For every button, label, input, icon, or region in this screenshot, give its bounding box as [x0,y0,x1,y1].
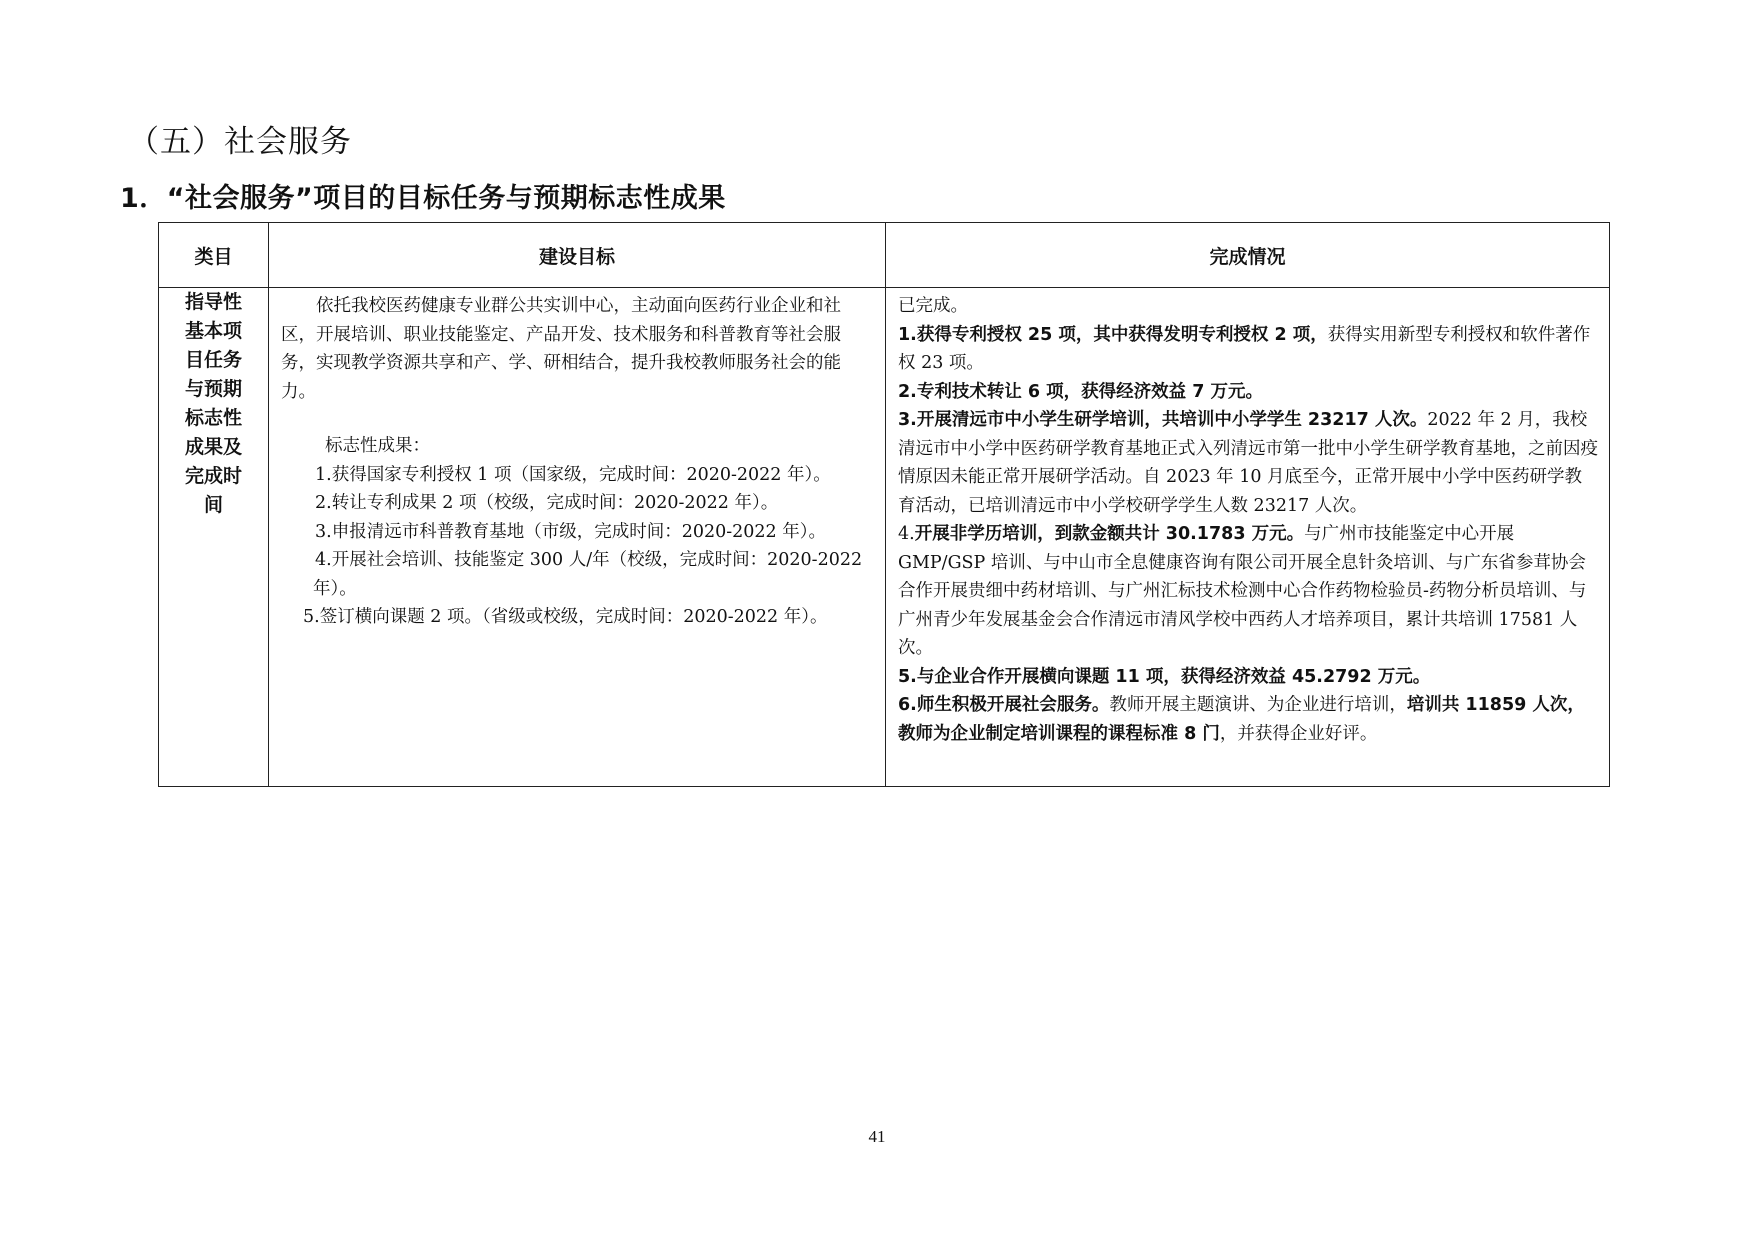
completion-number: 4. [898,524,915,544]
completion-status: 已完成。 [898,296,968,316]
section-title: （五）社会服务 [128,124,352,160]
table-row [159,288,1610,787]
goal-item: 5.签订横向课题 2 项。（省级或校级，完成时间：2020-2022 年）。 [303,607,828,627]
goal-item: 4.开展社会培训、技能鉴定 300 人/年（校级，完成时间：2020-2022 年）。 [313,550,863,599]
targets-table [158,222,1610,787]
completion-text: 获得实用新型专利授权和软件著作权 23 项。 [898,324,1591,373]
header-category: 类目 [159,223,269,288]
category-line: 目任务 [184,349,242,371]
completion-text: 教师开展主题演讲、为企业进行培训， [1109,695,1407,715]
completion-bold: 6.师生积极开展社会服务。 [898,695,1110,715]
completion-bold: 2.专利技术转让 6 项，获得经济效益 7 万元。 [898,381,1264,402]
goal-item: 2.转让专利成果 2 项（校级，完成时间：2020-2022 年）。 [315,493,779,513]
completion-bold: 培训共 11859 人次，教师为企业制定培训课程的课程标准 8 门 [898,695,1585,744]
completion-bold: 开展非学历培训，到款金额共计 30.1783 万元。 [914,524,1305,544]
category-line: 基本项 [184,320,242,342]
category-cell [159,288,269,787]
completion-bold: 1.获得专利授权 25 项，其中获得发明专利授权 2 项， [898,324,1328,345]
table-header-row [159,223,1610,288]
category-line: 间 [203,494,223,516]
goal-cell [269,288,886,787]
completion-item [898,378,1599,407]
completion-cell [886,288,1610,787]
completion-bold: 5.与企业合作开展横向课题 11 项，获得经济效益 45.2792 万元。 [898,666,1431,687]
completion-item [898,691,1599,748]
category-line: 完成时 [184,465,242,487]
completion-bold: 3.开展清远市中小学生研学培训，共培训中小学学生 23217 人次。 [898,410,1428,430]
page-number: 41 [868,1127,886,1146]
goal-intro: 依托我校医药健康专业群公共实训中心，主动面向医药行业企业和社区，开展培训、职业技能鉴定、产品开发、技术服务和科普教育等社会服务，实现教学资源共享和产、学、研相结合，提升我校教师服务社会的能力。 [281,296,841,402]
completion-text: 与广州市技能鉴定中心开展 GMP/GSP 培训、与中山市全息健康咨询有限公司开展全息针灸培训、与广东省参茸协会合作开展贵细中药材培训、与广州汇标技术检测中心合作药物检验员-药物分析员培训、与广州青少年发展基金会合作清远市清风学校中西药人才培养项目，累计共培训 17581 人次。 [898,524,1587,658]
completion-item [898,406,1599,520]
completion-text: ，并获得企业好评。 [1219,723,1378,744]
completion-item [898,663,1599,692]
subsection-title: 1．“社会服务”项目的目标任务与预期标志性成果 [120,183,726,214]
completion-item [898,520,1599,663]
completion-text: 2022 年 2 月，我校清远市中小学中医药研学教育基地正式入列清远市第一批中小学生研学教育基地，之前因疫情原因未能正常开展研学活动。自 2023 年 10 月底至今，正常开展中小学中医药研学教育活动，已培训清远市中小学校研学学生人数 23217 人次。 [898,410,1598,516]
header-completion: 完成情况 [886,223,1610,288]
category-line: 成果及 [184,436,242,458]
header-goal: 建设目标 [269,223,886,288]
category-line: 标志性 [184,407,242,429]
goal-item: 3.申报清远市科普教育基地（市级，完成时间：2020-2022 年）。 [315,521,826,542]
completion-item [898,321,1599,378]
category-line: 与预期 [184,378,242,400]
category-line: 指导性 [184,291,242,313]
goal-label: 标志性成果： [325,436,430,456]
goal-item: 1.获得国家专利授权 1 项（国家级，完成时间：2020-2022 年）。 [315,464,831,485]
